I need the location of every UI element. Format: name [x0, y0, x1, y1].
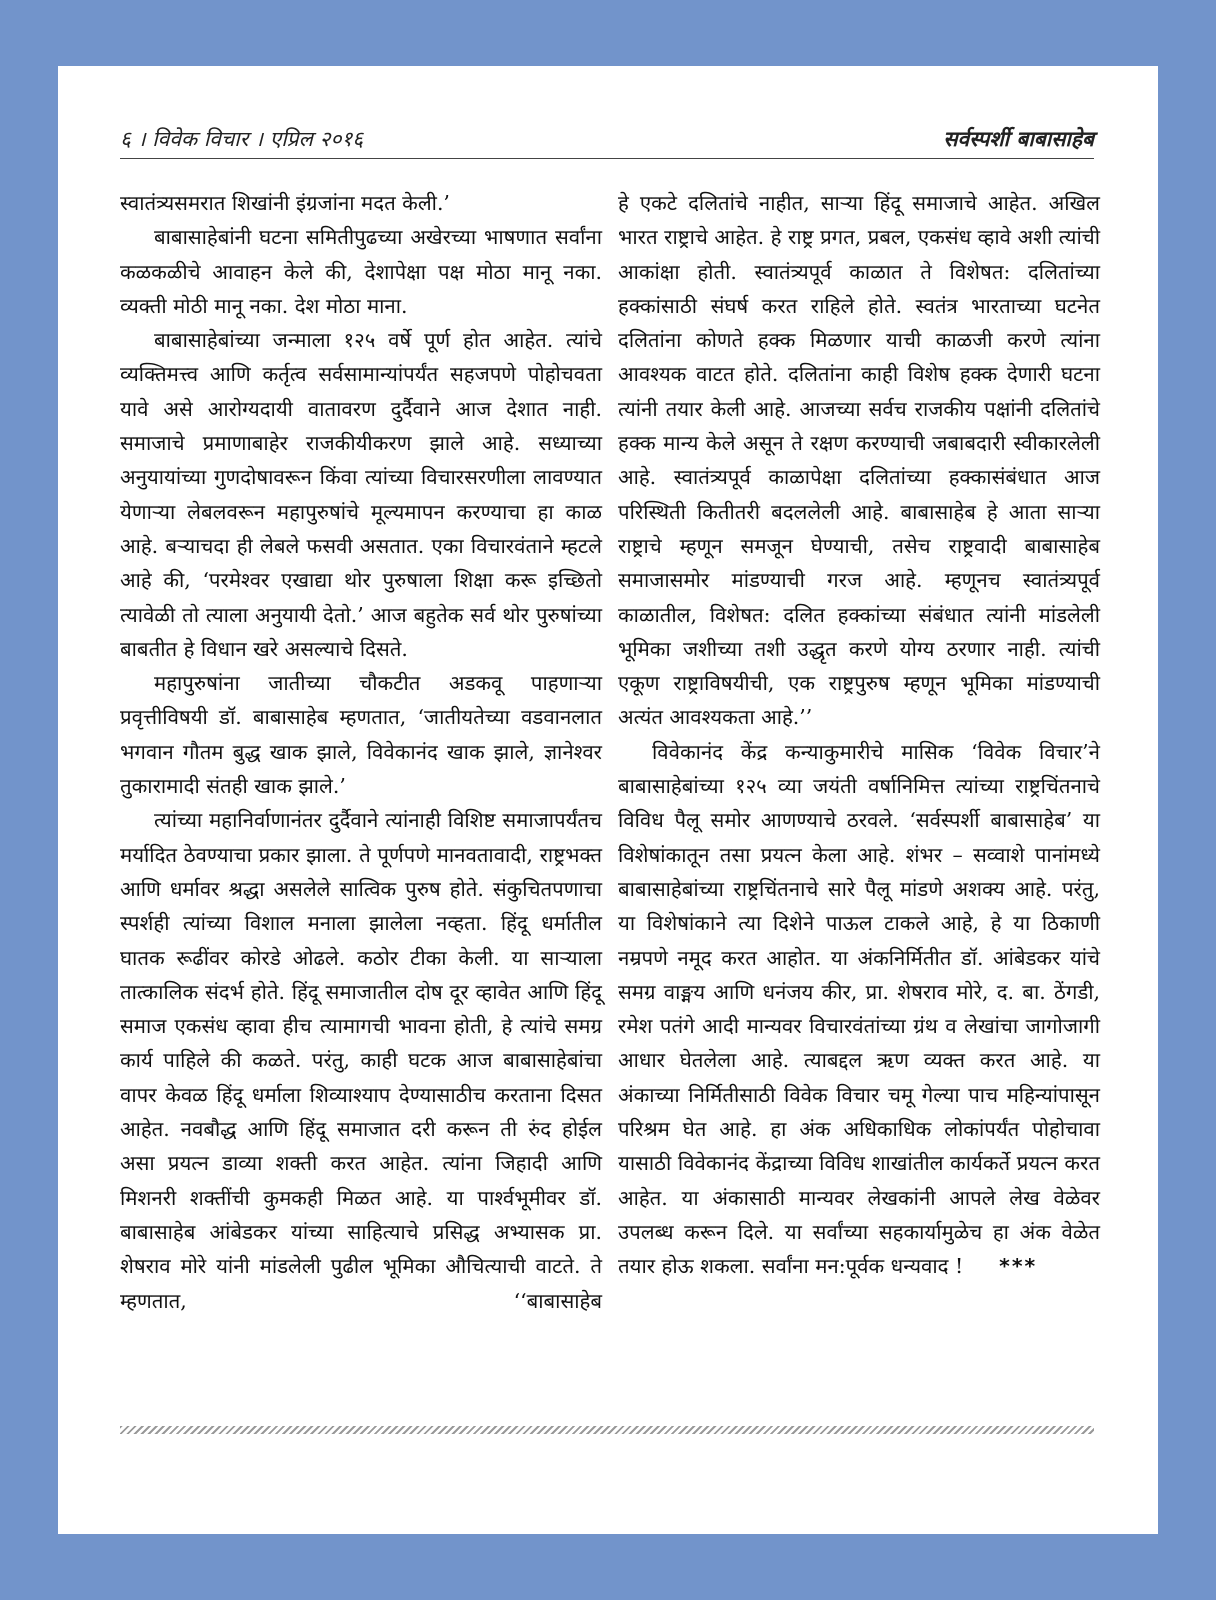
- paragraph: महापुरुषांना जातीच्या चौकटीत अडकवू पाहणाऱ्या प्रवृत्तीविषयी डॉ. बाबासाहेब म्हणतात, ‘जातीयतेच्या वडवानलात भगवान गौतम बुद्ध खाक झाले, विवेकानंद खाक झाले, ज्ञानेश्वर तुकारामादी संतही खाक झाले.’: [120, 671, 602, 799]
- page-header: [120, 124, 1094, 159]
- header-section-title: सर्वस्पर्शी बाबासाहेब: [943, 127, 1094, 151]
- paragraph: त्यांच्या महानिर्वाणानंतर दुर्दैवाने त्यांनाही विशिष्ट समाजापर्यंतच मर्यादित ठेवण्याचा प्रकार झाला. ते पूर्णपणे मानवतावादी, राष्ट्रभक्त आणि धर्मावर श्रद्धा असलेले सात्विक पुरुष होते. संकुचितपणाचा स्पर्शही त्यांच्या विशाल मनाला झालेला नव्हता. हिंदू धर्मातील घातक रूढींवर कोरडे ओढले. कठोर टीका केली. या साऱ्याला तात्कालिक संदर्भ होते. हिंदू समाजातील दोष दूर व्हावेत आणि हिंदू समाज एकसंध व्हावा हीच त्यामागची भावना होती, हे त्यांचे समग्र कार्य पाहिले की कळते. परंतु, काही घटक आज बाबासाहेबांचा वापर केवळ हिंदू धर्माला शिव्याश्याप देण्यासाठीच करताना दिसत आहेत. नवबौद्ध आणि हिंदू समाजात दरी करून ती रुंद होईल असा प्रयत्न डाव्या शक्ती करत आहेत. त्यांना जिहादी आणि मिशनरी शक्तींची कुमकही मिळत आहे. या पार्श्वभूमीवर डॉ. बाबासाहेब आंबेडकर यांच्या साहित्याचे प्रसिद्ध अभ्यासक प्रा. शेषराव मोरे यांनी मांडलेली पुढील भूमिका औचित्याची वाटते. ते म्हणतात, ‘‘बाबासाहेब: [120, 808, 602, 1313]
- header-issue-info: ६ । विवेक विचार । एप्रिल २०१६: [120, 127, 364, 151]
- paragraph: स्वातंत्र्यसमरात शिखांनी इंग्रजांना मदत केली.’: [120, 191, 450, 215]
- paragraph: बाबासाहेबांनी घटना समितीपुढच्या अखेरच्या भाषणात सर्वांना कळकळीचे आवाहन केले की, देशापेक्षा पक्ष मोठा मानू नका. व्यक्ती मोठी मानू नका. देश मोठा माना.: [120, 225, 602, 318]
- magazine-page: [58, 66, 1158, 1534]
- footer-divider: [120, 1426, 1094, 1434]
- left-column: [120, 186, 602, 1318]
- paragraph: हे एकटे दलितांचे नाहीत, साऱ्या हिंदू समाजाचे आहेत. अखिल भारत राष्ट्राचे आहेत. हे राष्ट्र प्रगत, प्रबल, एकसंध व्हावे अशी त्यांची आकांक्षा होती. स्वातंत्र्यपूर्व काळात ते विशेषत: दलितांच्या हक्कांसाठी संघर्ष करत राहिले होते. स्वतंत्र भारताच्या घटनेत दलितांना कोणते हक्क मिळणार याची काळजी करणे त्यांना आवश्यक वाटत होते. दलितांना काही विशेष हक्क देणारी घटना त्यांनी तयार केली आहे. आजच्या सर्वच राजकीय पक्षांनी दलितांचे हक्क मान्य केले असून ते रक्षण करण्याची जबाबदारी स्वीकारलेली आहे. स्वातंत्र्यपूर्व काळापेक्षा दलितांच्या हक्कासंबंधात आज परिस्थिती कितीतरी बदललेली आहे. बाबासाहेब हे आता साऱ्या राष्ट्राचे म्हणून समजून घेण्याची, तसेच राष्ट्रवादी बाबासाहेब समाजासमोर मांडण्याची गरज आहे. म्हणूनच स्वातंत्र्यपूर्व काळातील, विशेषत: दलित हक्कांच्या संबंधात त्यांनी मांडलेली भूमिका जशीच्या तशी उद्धृत करणे योग्य ठरणार नाही. त्यांची एकूण राष्ट्राविषयीची, एक राष्ट्रपुरुष म्हणून भूमिका मांडण्याची अत्यंत आवश्यकता आहे.’’: [618, 191, 1100, 730]
- right-column: [618, 186, 1100, 1284]
- paragraph: [618, 735, 1100, 1284]
- end-mark: ***: [999, 1254, 1038, 1279]
- paragraph: बाबासाहेबांच्या जन्माला १२५ वर्षे पूर्ण होत आहेत. त्यांचे व्यक्तिमत्त्व आणि कर्तृत्व सर्वसामान्यांपर्यंत सहजपणे पोहोचवता यावे असे आरोग्यदायी वातावरण दुर्दैवाने आज देशात नाही. समाजाचे प्रमाणाबाहेर राजकीयीकरण झाले आहे. सध्याच्या अनुयायांच्या गुणदोषावरून किंवा त्यांच्या विचारसरणीला लावण्यात येणाऱ्या लेबलवरून महापुरुषांचे मूल्यमापन करण्याचा हा काळ आहे. बऱ्याचदा ही लेबले फसवी असतात. एका विचारवंताने म्हटले आहे की, ‘परमेश्वर एखाद्या थोर पुरुषाला शिक्षा करू इच्छितो त्यावेळी तो त्याला अनुयायी देतो.’ आज बहुतेक सर्व थोर पुरुषांच्या बाबतीत हे विधान खरे असल्याचे दिसते.: [120, 328, 602, 661]
- paragraph-text: विवेकानंद केंद्र कन्याकुमारीचे मासिक ‘विवेक विचार’ने बाबासाहेबांच्या १२५ व्या जयंती वर्षानिमित्त त्यांच्या राष्ट्रचिंतनाचे विविध पैलू समोर आणण्याचे ठरवले. ‘सर्वस्पर्शी बाबासाहेब’ या विशेषांकातून तसा प्रयत्न केला आहे. शंभर – सव्वाशे पानांमध्ये बाबासाहेबांच्या राष्ट्रचिंतनाचे सारे पैलू मांडणे अशक्य आहे. परंतु, या विशेषांकाने त्या दिशेने पाऊल टाकले आहे, हे या ठिकाणी नम्रपणे नमूद करत आहोत. या अंकनिर्मितीत डॉ. आंबेडकर यांचे समग्र वाङ्मय आणि धनंजय कीर, प्रा. शेषराव मोरे, द. बा. ठेंगडी, रमेश पतंगे आदी मान्यवर विचारवंतांच्या ग्रंथ व लेखांचा जागोजागी आधार घेतलेला आहे. त्याबद्दल ऋण व्यक्त करत आहे. या अंकाच्या निर्मितीसाठी विवेक विचार चमू गेल्या पाच महिन्यांपासून परिश्रम घेत आहे. हा अंक अधिकाधिक लोकांपर्यंत पोहोचावा यासाठी विवेकानंद केंद्राच्या विविध शाखांतील कार्यकर्ते प्रयत्न करत आहेत. या अंकासाठी मान्यवर लेखकांनी आपले लेख वेळेवर उपलब्ध करून दिले. या सर्वांच्या सहकार्यामुळेच हा अंक वेळेत तयार होऊ शकला. सर्वांना मन:पूर्वक धन्यवाद !: [618, 739, 1100, 1279]
